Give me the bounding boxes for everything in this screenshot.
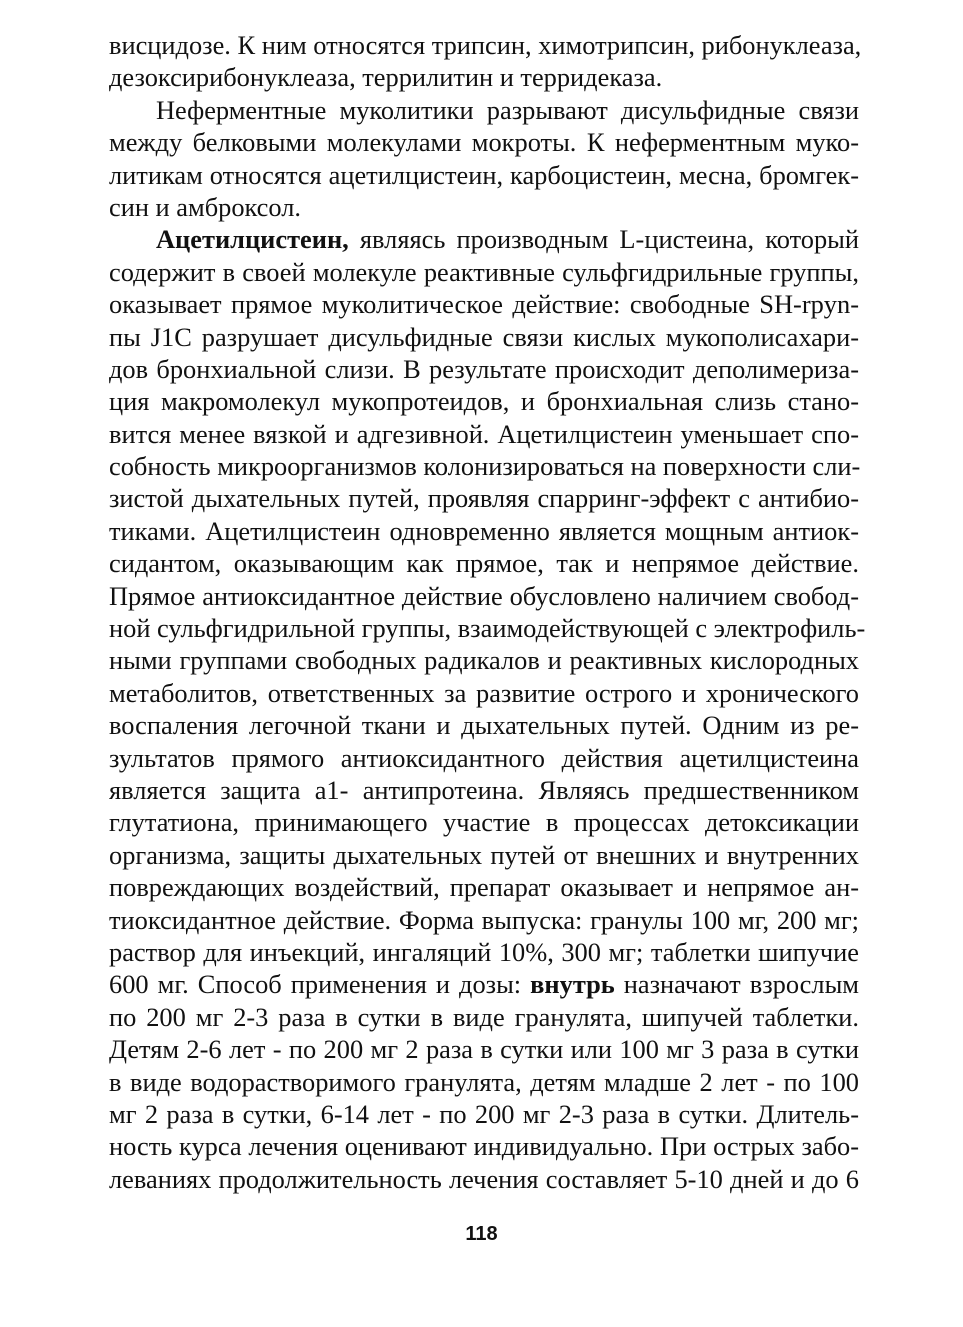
text-run: 600 мг. Способ применения и дозы: <box>109 969 531 1000</box>
text-run: глутатиона, принимающего участие в процессах детоксикации <box>109 807 859 838</box>
text-run: сидантом, оказывающим как прямое, так и непрямое действие. <box>109 548 859 579</box>
text-run: Прямое антиоксидантное действие обусловлено наличием свобод- <box>109 580 859 611</box>
text-run: содержит в своей молекуле реактивные сульфгидрильные группы, <box>109 256 859 287</box>
text-run: тиками. Ацетилцистеин одновременно является мощным антиок- <box>109 515 859 546</box>
text-line <box>109 936 859 968</box>
text-line <box>109 61 859 93</box>
text-run: являясь производным L-цистеина, который <box>348 224 859 255</box>
text-run: тиоксидантное действие. Форма выпуска: гранулы 100 мг, 200 мг; <box>109 904 859 935</box>
text-run: оказывает прямое муколитическое действие: свободные SH-rpyn- <box>109 289 859 320</box>
text-line <box>109 223 859 255</box>
text-run: в виде водорастворимого гранулята, детям младше 2 лет - по 100 <box>109 1066 859 1097</box>
text-run: зультатов прямого антиоксидантного действия ацетилцистеина <box>109 742 859 773</box>
text-line <box>109 191 859 223</box>
text-line <box>109 1098 859 1130</box>
text-line <box>109 159 859 191</box>
text-run: ция макромолекул мукопротеидов, и бронхиальная слизь стано- <box>109 386 859 417</box>
text-line <box>109 29 862 61</box>
text-run: ными группами свободных радикалов и реактивных кислородных <box>109 645 859 676</box>
text-line <box>109 968 859 1000</box>
text-line <box>109 612 866 644</box>
text-run: по 200 мг 2-3 раза в сутки в виде гранулята, шипучей таблетки. <box>109 1001 859 1032</box>
paragraph-p2 <box>109 94 859 224</box>
text-line <box>109 839 859 871</box>
page-number: 118 <box>465 1223 498 1245</box>
text-run: Неферментные муколитики разрывают дисульфидные связи <box>156 94 859 125</box>
text-line <box>109 1033 859 1065</box>
text-run: раствор для инъекций, ингаляций 10%, 300 мг; таблетки шипучие <box>109 936 859 967</box>
bold-term: внутрь <box>530 969 615 1000</box>
text-line <box>109 482 859 514</box>
text-line <box>109 871 859 903</box>
text-line <box>109 321 859 353</box>
text-line <box>109 709 859 741</box>
text-line <box>109 1001 859 1033</box>
text-line <box>109 385 859 417</box>
text-line <box>109 94 859 126</box>
text-run: является защита а1- антипротеина. Являясь предшественником <box>109 774 859 805</box>
text-run: организма, защиты дыхательных путей от внешних и внутренних <box>109 839 859 870</box>
text-run: ной сульфгидрильной группы, взаимодействующей с электрофиль- <box>109 613 866 644</box>
text-line <box>109 904 859 936</box>
text-run: пы J1C разрушает дисульфидные связи кислых мукополисахари- <box>109 321 859 352</box>
text-line <box>109 450 859 482</box>
text-run: ность курса лечения оценивают индивидуально. При острых забо- <box>109 1131 859 1162</box>
text-line <box>109 1163 859 1195</box>
text-line <box>109 256 859 288</box>
text-line <box>109 418 859 450</box>
text-run: Детям 2-6 лет - по 200 мг 2 раза в сутки или 100 мг 3 раза в сутки <box>109 1034 859 1065</box>
text-run: литикам относятся ацетилцистеин, карбоцистеин, месна, бромгек- <box>109 159 859 190</box>
text-line <box>109 677 859 709</box>
body-text <box>109 29 866 1195</box>
text-line <box>109 353 859 385</box>
text-line <box>109 806 859 838</box>
text-run: син и амброксол. <box>109 191 302 222</box>
text-run: между белковыми молекулами мокроты. К неферментным муко- <box>109 127 859 158</box>
text-line <box>109 515 859 547</box>
text-line <box>109 1130 859 1162</box>
paragraph-p1 <box>109 29 862 94</box>
text-run: дезоксирибонуклеаза, террилитин и терридеказа. <box>109 62 663 93</box>
text-line <box>109 774 859 806</box>
paragraph-p3 <box>109 223 866 1195</box>
text-run: леваниях продолжительность лечения составляет 5-10 дней и до 6 <box>109 1163 859 1194</box>
text-run: собность микроорганизмов колонизироваться на поверхности сли- <box>109 451 861 482</box>
text-line <box>109 580 859 612</box>
text-line <box>109 1066 859 1098</box>
text-line <box>109 644 859 676</box>
text-run: воспаления легочной ткани и дыхательных путей. Одним из ре- <box>109 710 859 741</box>
text-run: вится менее вязкой и адгезивной. Ацетилцистеин уменьшает спо- <box>109 418 859 449</box>
bold-term: Ацетилцистеин, <box>156 224 349 255</box>
text-run: дов бронхиальной слизи. В результате происходит деполимериза- <box>109 353 859 384</box>
text-run: мг 2 раза в сутки, 6-14 лет - по 200 мг 2-3 раза в сутки. Длитель- <box>109 1098 859 1129</box>
text-run: зистой дыхательных путей, проявляя спарринг-эффект с антибио- <box>109 483 859 514</box>
text-run: висцидозе. К ним относятся трипсин, химотрипсин, рибонуклеаза, <box>109 30 862 60</box>
text-line <box>109 742 859 774</box>
text-line <box>109 547 859 579</box>
text-run: повреждающих воздействий, препарат оказывает и непрямое ан- <box>109 872 859 903</box>
text-line <box>109 288 859 320</box>
text-line <box>109 126 859 158</box>
text-run: назначают взрослым <box>614 969 859 1000</box>
text-run: метаболитов, ответственных за развитие острого и хронического <box>109 677 859 708</box>
